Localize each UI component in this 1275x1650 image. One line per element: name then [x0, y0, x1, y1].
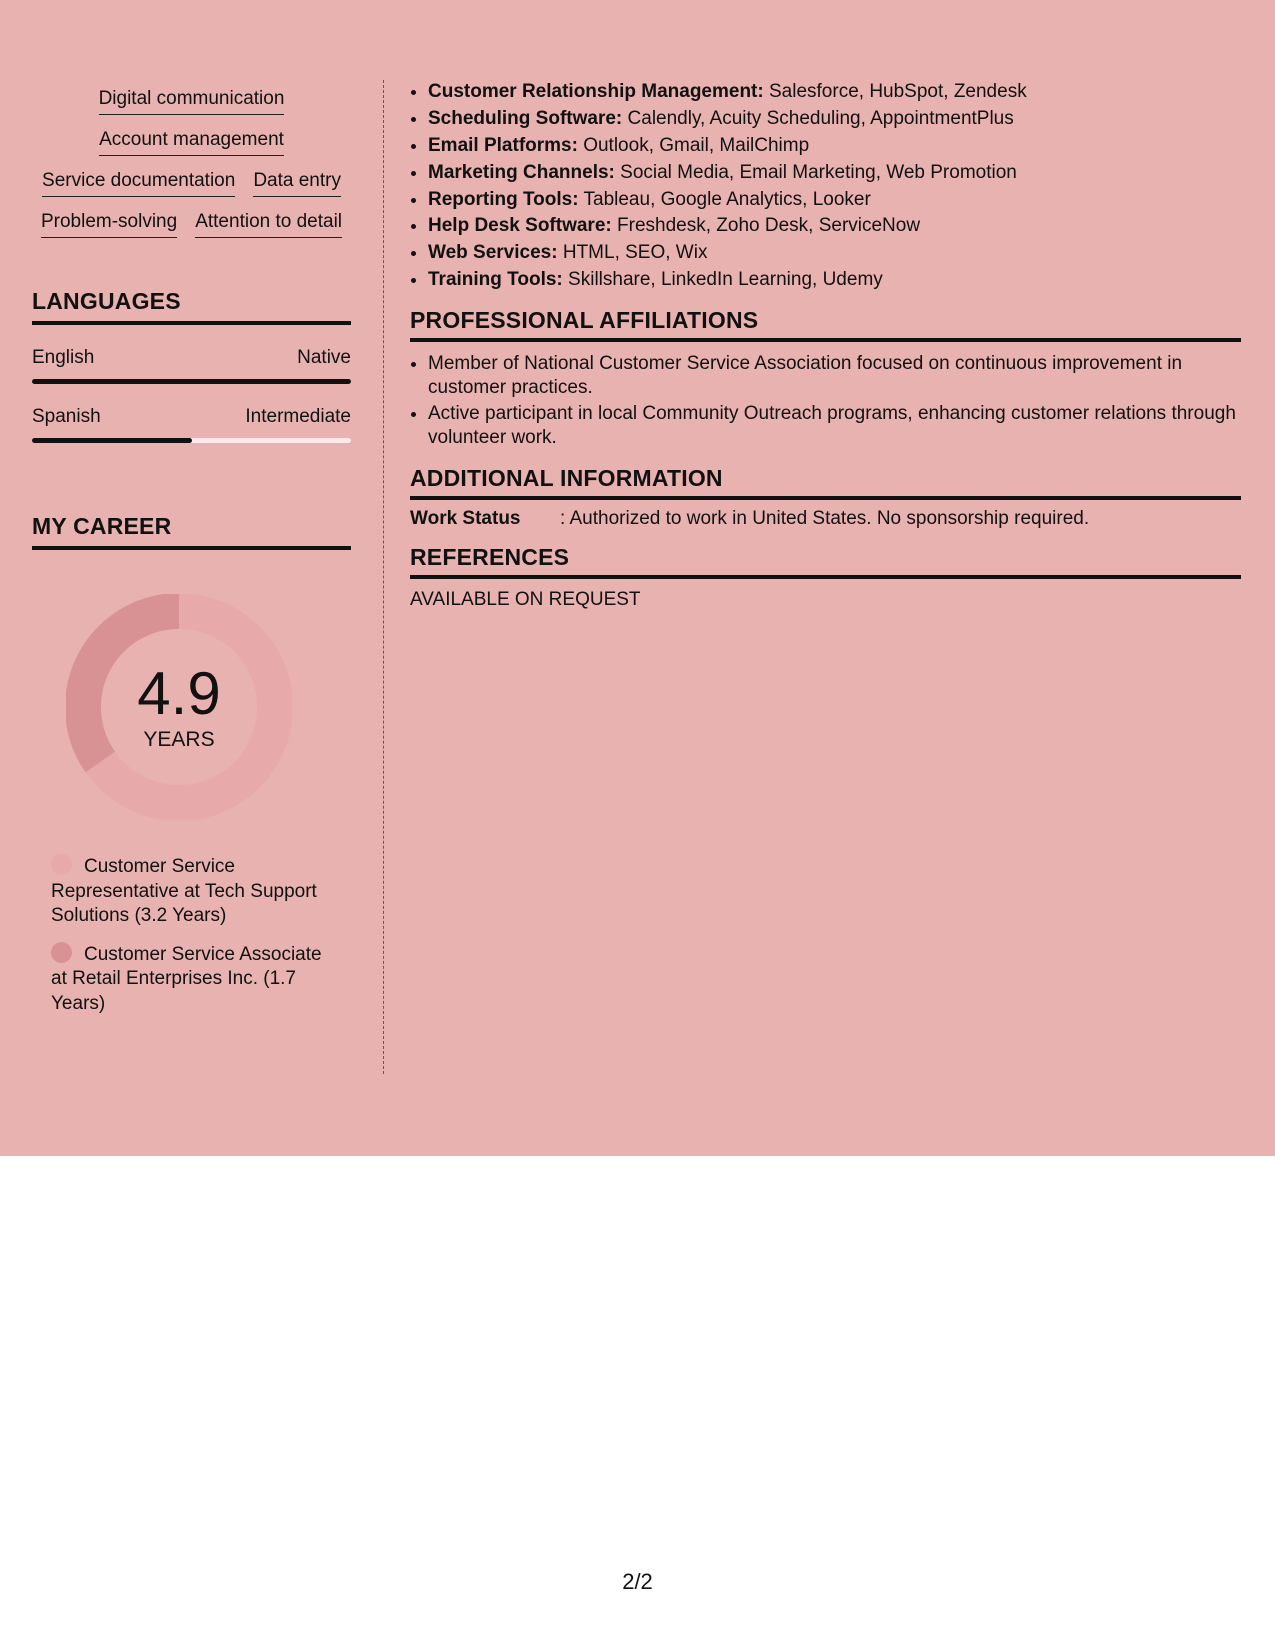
tool-item — [428, 241, 1241, 265]
language-bar — [32, 379, 351, 384]
skill-row-3 — [32, 170, 351, 197]
affiliations-heading: PROFESSIONAL AFFILIATIONS — [410, 307, 1241, 342]
work-status-value: : Authorized to work in United States. No sponsorship required. — [560, 507, 1090, 529]
tool-item — [428, 80, 1241, 104]
tool-label: Scheduling Software: — [428, 107, 623, 129]
tools-list — [410, 80, 1241, 293]
language-bar-fill — [32, 438, 192, 443]
skill-tag: Digital communication — [99, 88, 285, 115]
languages-section — [32, 288, 351, 443]
tool-label: Reporting Tools: — [428, 188, 579, 210]
references-text: AVAILABLE ON REQUEST — [410, 588, 641, 610]
work-status-label: Work Status — [410, 507, 521, 529]
references-section — [410, 544, 1241, 611]
work-status-row — [410, 508, 1241, 530]
career-total-value: 4.9 — [137, 660, 221, 727]
tool-label: Web Services: — [428, 242, 558, 264]
left-column — [32, 80, 351, 1029]
affiliation-item: • Member of National Customer Service Association focused on continuous improvement in customer practices. — [428, 352, 1241, 401]
language-level: Intermediate — [245, 406, 351, 427]
references-heading: REFERENCES — [410, 544, 1241, 579]
skill-tag: Service documentation — [42, 170, 235, 197]
tool-item — [428, 214, 1241, 238]
language-name: English — [32, 347, 95, 368]
tool-value: Freshdesk, Zoho Desk, ServiceNow — [611, 215, 921, 237]
affiliation-item: • Active participant in local Community Outreach programs, enhancing customer relations through volunteer work. — [428, 402, 1241, 451]
language-bar — [32, 438, 351, 443]
language-row — [32, 347, 351, 369]
affiliations-list — [410, 352, 1241, 451]
tool-label: Marketing Channels: — [428, 161, 615, 183]
tool-label: Training Tools: — [428, 269, 563, 291]
column-divider — [383, 80, 384, 1074]
tool-item — [428, 268, 1241, 292]
skill-row-1 — [32, 88, 351, 115]
tool-label: Customer Relationship Management: — [428, 81, 764, 102]
skill-tag: Problem-solving — [41, 211, 177, 238]
tool-value: Skillshare, LinkedIn Learning, Udemy — [562, 269, 883, 291]
legend-dot — [51, 854, 72, 875]
page-number: 2/2 — [622, 1569, 653, 1594]
skill-row-4 — [32, 211, 351, 238]
career-role: Customer Service Representative at Tech Support Solutions (3.2 Years) — [51, 856, 317, 926]
tool-value: Tableau, Google Analytics, Looker — [578, 188, 871, 210]
career-total-unit: YEARS — [143, 728, 215, 751]
tool-value: HTML, SEO, Wix — [557, 242, 708, 264]
tool-item — [428, 134, 1241, 158]
affiliations-section — [410, 307, 1241, 451]
career-section — [32, 513, 351, 1016]
tool-label: Help Desk Software: — [428, 215, 612, 237]
language-bar-fill — [32, 379, 351, 384]
right-column — [410, 80, 1241, 611]
language-item — [32, 347, 351, 384]
language-item — [32, 406, 351, 443]
career-heading: MY CAREER — [32, 513, 351, 550]
additional-info-section — [410, 465, 1241, 530]
career-legend — [51, 854, 331, 1016]
tool-value: Outlook, Gmail, MailChimp — [577, 134, 810, 156]
skills-list — [32, 80, 351, 238]
tool-value: Calendly, Acuity Scheduling, AppointmentPlus — [622, 107, 1014, 129]
career-legend-item — [51, 942, 331, 1017]
tool-item — [428, 107, 1241, 131]
career-donut — [66, 594, 292, 820]
tool-value: Salesforce, HubSpot, Zendesk — [763, 81, 1027, 102]
language-name: Spanish — [32, 406, 101, 427]
skill-tag: Data entry — [253, 170, 341, 197]
tool-label: Email Platforms: — [428, 134, 578, 156]
skill-tag: Account management — [99, 129, 284, 156]
language-row — [32, 406, 351, 428]
donut-center — [66, 594, 292, 820]
languages-heading: LANGUAGES — [32, 288, 351, 325]
career-legend-item — [51, 854, 331, 929]
skill-row-2 — [32, 129, 351, 156]
tool-item — [428, 188, 1241, 212]
legend-dot — [51, 942, 72, 963]
career-role: Customer Service Associate at Retail Enterprises Inc. (1.7 Years) — [51, 943, 322, 1014]
language-level: Native — [297, 347, 351, 368]
skill-tag: Attention to detail — [195, 211, 342, 238]
additional-info-heading: ADDITIONAL INFORMATION — [410, 465, 1241, 500]
tool-value: Social Media, Email Marketing, Web Promotion — [614, 161, 1017, 183]
tool-item — [428, 161, 1241, 185]
